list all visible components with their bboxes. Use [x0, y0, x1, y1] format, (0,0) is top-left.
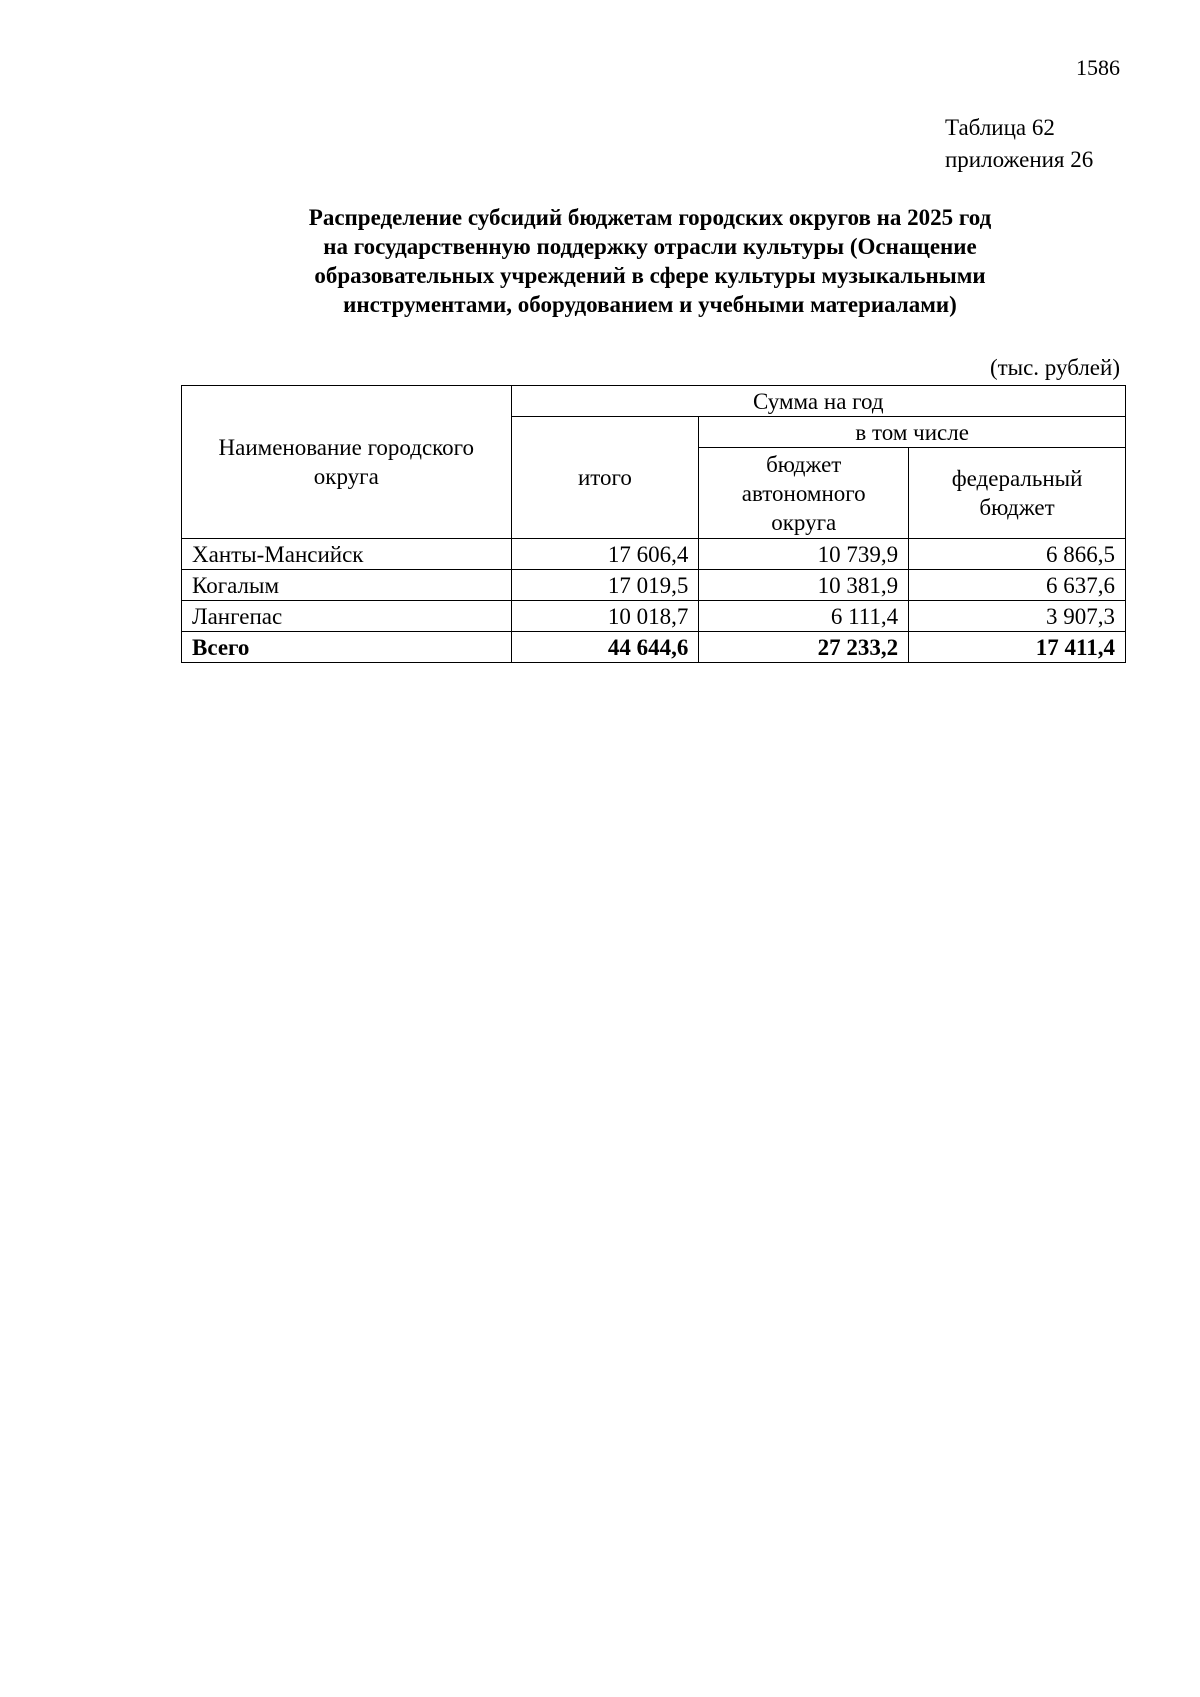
title-line: на государственную поддержку отрасли культуры (Оснащение [323, 234, 977, 259]
table-row [182, 570, 1126, 601]
table-reference [945, 112, 1093, 176]
units-label: (тыс. рублей) [989, 355, 1120, 380]
district-name: Ханты-Мансийск [182, 539, 512, 570]
totals-regional-value: 27 233,2 [699, 632, 909, 663]
document-title [180, 203, 1120, 319]
title-line: инструментами, оборудованием и учебными материалами) [343, 292, 957, 317]
totals-federal-value: 17 411,4 [909, 632, 1126, 663]
header-federal-budget: федеральный бюджет [909, 448, 1126, 539]
regional-value: 6 111,4 [699, 601, 909, 632]
header-sum-per-year: Сумма на год [511, 386, 1125, 417]
table-row [182, 601, 1126, 632]
title-line: образовательных учреждений в сфере культуры музыкальными [314, 263, 986, 288]
table-reference-appendix: приложения 26 [945, 147, 1094, 172]
district-name: Когалым [182, 570, 512, 601]
totals-total-value: 44 644,6 [511, 632, 699, 663]
regional-value: 10 381,9 [699, 570, 909, 601]
regional-value: 10 739,9 [699, 539, 909, 570]
federal-value: 6 637,6 [909, 570, 1126, 601]
page-number: 1586 [1076, 55, 1120, 80]
district-name: Лангепас [182, 601, 512, 632]
header-including: в том числе [699, 417, 1126, 448]
table-row [182, 539, 1126, 570]
federal-value: 3 907,3 [909, 601, 1126, 632]
header-total: итого [511, 417, 699, 539]
header-district-name: Наименование городского округа [182, 386, 512, 539]
federal-value: 6 866,5 [909, 539, 1126, 570]
totals-row [182, 632, 1126, 663]
totals-label: Всего [182, 632, 512, 663]
table-reference-number: Таблица 62 [945, 115, 1055, 140]
header-regional-budget: бюджет автономного округа [699, 448, 909, 539]
total-value: 17 019,5 [511, 570, 699, 601]
total-value: 10 018,7 [511, 601, 699, 632]
title-line: Распределение субсидий бюджетам городских округов на 2025 год [308, 205, 992, 230]
total-value: 17 606,4 [511, 539, 699, 570]
subsidy-table [181, 385, 1126, 663]
